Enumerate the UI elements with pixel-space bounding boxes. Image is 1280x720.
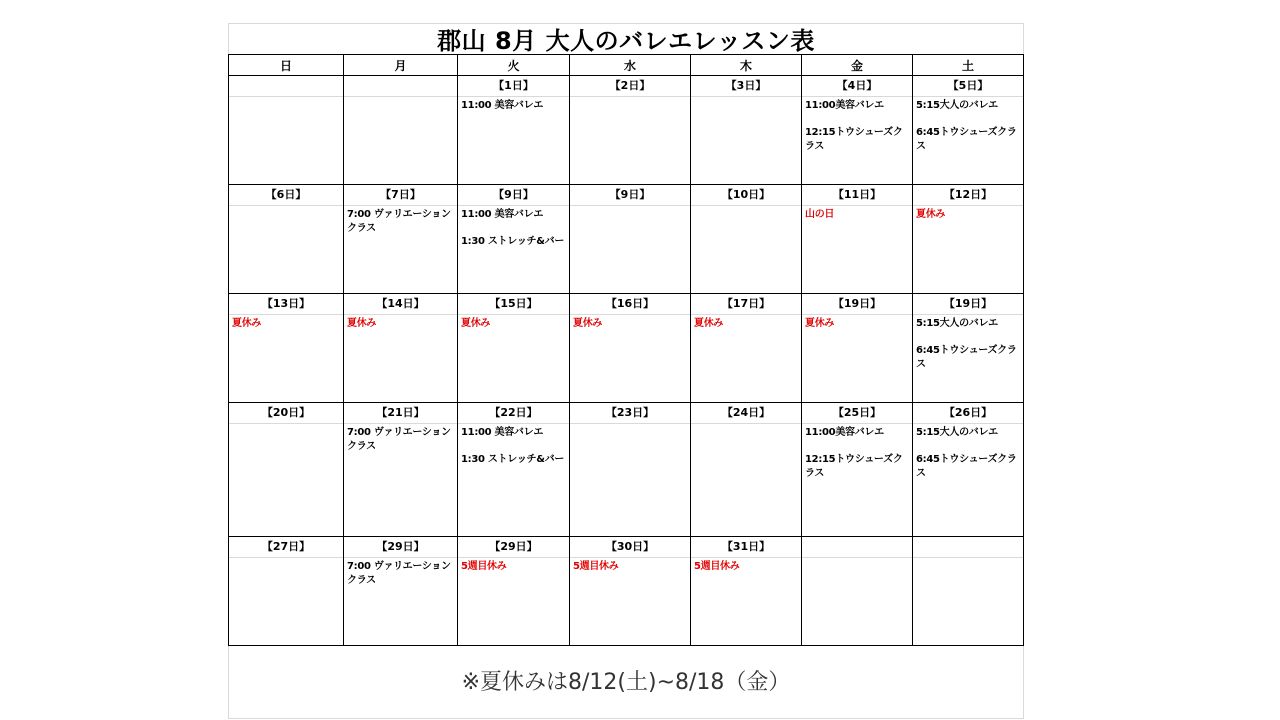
day-events	[229, 97, 343, 99]
day-cell	[913, 185, 1024, 294]
class-entry: 12:15トウシューズクラス	[805, 127, 903, 152]
day-events	[344, 97, 457, 99]
day-label	[344, 76, 457, 97]
holiday-label: 5週目休み	[461, 561, 507, 572]
class-entry: 6:45トウシューズクラス	[916, 127, 1017, 152]
calendar-table	[228, 54, 1024, 646]
day-label: 【25日】	[802, 403, 912, 424]
day-events	[458, 558, 569, 574]
day-label: 【14日】	[344, 294, 457, 315]
day-label: 【11日】	[802, 185, 912, 206]
day-cell	[229, 294, 344, 403]
day-events	[913, 315, 1023, 372]
class-entry: 6:45トウシューズクラス	[916, 454, 1017, 479]
day-label: 【9日】	[458, 185, 569, 206]
class-entry: 11:00 美容バレエ	[461, 209, 544, 220]
day-cell	[458, 185, 570, 294]
day-events	[913, 558, 1023, 560]
day-events	[344, 315, 457, 331]
day-label	[913, 537, 1023, 558]
day-label: 【1日】	[458, 76, 569, 97]
day-events	[229, 315, 343, 331]
class-entry: 5:15大人のバレエ	[916, 100, 998, 111]
weekday-header-row	[229, 55, 1024, 76]
day-events	[229, 558, 343, 560]
day-events	[913, 424, 1023, 481]
day-label: 【5日】	[913, 76, 1023, 97]
day-cell	[344, 185, 458, 294]
calendar-body	[229, 76, 1024, 646]
day-label: 【2日】	[570, 76, 690, 97]
holiday-label: 夏休み	[347, 318, 377, 329]
holiday-label: 夏休み	[916, 209, 946, 220]
day-events	[691, 424, 801, 426]
holiday-label: 夏休み	[232, 318, 262, 329]
day-cell	[570, 403, 691, 537]
day-label: 【29日】	[458, 537, 569, 558]
day-cell	[913, 76, 1024, 185]
day-label: 【19日】	[913, 294, 1023, 315]
day-events	[570, 315, 690, 331]
week-row	[229, 185, 1024, 294]
day-label: 【10日】	[691, 185, 801, 206]
day-cell	[802, 294, 913, 403]
day-label: 【9日】	[570, 185, 690, 206]
day-label: 【12日】	[913, 185, 1023, 206]
day-cell	[691, 403, 802, 537]
day-events	[691, 206, 801, 208]
summer-break-note: ※夏休みは8/12(土)~8/18（金）	[461, 669, 791, 695]
class-entry: 11:00 美容バレエ	[461, 100, 544, 111]
day-cell	[229, 537, 344, 646]
holiday-label: 夏休み	[461, 318, 491, 329]
day-events	[802, 558, 912, 560]
day-cell	[913, 403, 1024, 537]
day-cell	[802, 403, 913, 537]
class-entry: 11:00美容バレエ	[805, 427, 884, 438]
class-entry: 5:15大人のバレエ	[916, 427, 998, 438]
class-entry: 6:45トウシューズクラス	[916, 345, 1017, 370]
day-cell	[344, 403, 458, 537]
weekday-tue: 火	[458, 55, 570, 76]
day-events	[802, 315, 912, 331]
day-events	[913, 97, 1023, 154]
day-events	[802, 424, 912, 481]
week-row	[229, 76, 1024, 185]
day-events	[570, 424, 690, 426]
day-events	[344, 558, 457, 588]
class-entry: 1:30 ストレッチ&バー	[461, 454, 565, 465]
day-label: 【20日】	[229, 403, 343, 424]
day-label: 【13日】	[229, 294, 343, 315]
day-label: 【4日】	[802, 76, 912, 97]
day-cell	[229, 76, 344, 185]
day-label: 【21日】	[344, 403, 457, 424]
day-label: 【30日】	[570, 537, 690, 558]
weekday-sun: 日	[229, 55, 344, 76]
day-events	[458, 206, 569, 249]
week-row	[229, 294, 1024, 403]
day-cell	[229, 403, 344, 537]
day-events	[229, 206, 343, 208]
day-cell	[344, 76, 458, 185]
day-events	[570, 206, 690, 208]
day-label: 【3日】	[691, 76, 801, 97]
page-title: 郡山 8月 大人のバレエレッスン表	[437, 27, 815, 55]
week-row	[229, 537, 1024, 646]
weekday-thu: 木	[691, 55, 802, 76]
day-cell	[802, 185, 913, 294]
day-cell	[458, 403, 570, 537]
day-events	[458, 315, 569, 331]
day-cell	[802, 76, 913, 185]
day-events	[802, 97, 912, 154]
day-cell	[913, 537, 1024, 646]
day-events	[344, 206, 457, 236]
day-events	[458, 424, 569, 467]
weekday-sat: 土	[913, 55, 1024, 76]
holiday-label: 夏休み	[694, 318, 724, 329]
day-cell	[458, 537, 570, 646]
holiday-label: 夏休み	[805, 318, 835, 329]
class-entry: 1:30 ストレッチ&バー	[461, 236, 565, 247]
weekday-mon: 月	[344, 55, 458, 76]
day-events	[691, 315, 801, 331]
day-cell	[570, 537, 691, 646]
day-cell	[691, 537, 802, 646]
day-events	[570, 97, 690, 99]
weekday-fri: 金	[802, 55, 913, 76]
weekday-wed: 水	[570, 55, 691, 76]
day-cell	[913, 294, 1024, 403]
day-events	[691, 558, 801, 574]
holiday-label: 山の日	[805, 209, 835, 220]
day-events	[913, 206, 1023, 222]
day-events	[229, 424, 343, 426]
day-label: 【31日】	[691, 537, 801, 558]
class-entry: 12:15トウシューズクラス	[805, 454, 903, 479]
day-cell	[570, 76, 691, 185]
class-entry: 5:15大人のバレエ	[916, 318, 998, 329]
holiday-label: 5週目休み	[573, 561, 619, 572]
day-cell	[344, 294, 458, 403]
day-label: 【29日】	[344, 537, 457, 558]
day-label: 【15日】	[458, 294, 569, 315]
day-label: 【22日】	[458, 403, 569, 424]
class-entry: 7:00 ヴァリエーションクラス	[347, 209, 451, 234]
day-label: 【23日】	[570, 403, 690, 424]
day-events	[570, 558, 690, 574]
class-entry: 7:00 ヴァリエーションクラス	[347, 427, 451, 452]
day-label: 【6日】	[229, 185, 343, 206]
day-label: 【26日】	[913, 403, 1023, 424]
holiday-label: 夏休み	[573, 318, 603, 329]
day-cell	[802, 537, 913, 646]
day-events	[458, 97, 569, 113]
day-label: 【17日】	[691, 294, 801, 315]
day-cell	[691, 294, 802, 403]
day-cell	[691, 76, 802, 185]
day-label	[229, 76, 343, 97]
day-label: 【16日】	[570, 294, 690, 315]
class-entry: 11:00 美容バレエ	[461, 427, 544, 438]
day-cell	[691, 185, 802, 294]
day-label: 【27日】	[229, 537, 343, 558]
day-cell	[458, 294, 570, 403]
day-events	[691, 97, 801, 99]
holiday-label: 5週目休み	[694, 561, 740, 572]
day-events	[344, 424, 457, 454]
day-label: 【7日】	[344, 185, 457, 206]
day-cell	[570, 185, 691, 294]
day-cell	[570, 294, 691, 403]
day-cell	[229, 185, 344, 294]
day-cell	[458, 76, 570, 185]
class-entry: 11:00美容バレエ	[805, 100, 884, 111]
day-events	[802, 206, 912, 222]
day-label	[802, 537, 912, 558]
day-label: 【24日】	[691, 403, 801, 424]
day-cell	[344, 537, 458, 646]
day-label: 【19日】	[802, 294, 912, 315]
week-row	[229, 403, 1024, 537]
class-entry: 7:00 ヴァリエーションクラス	[347, 561, 451, 586]
